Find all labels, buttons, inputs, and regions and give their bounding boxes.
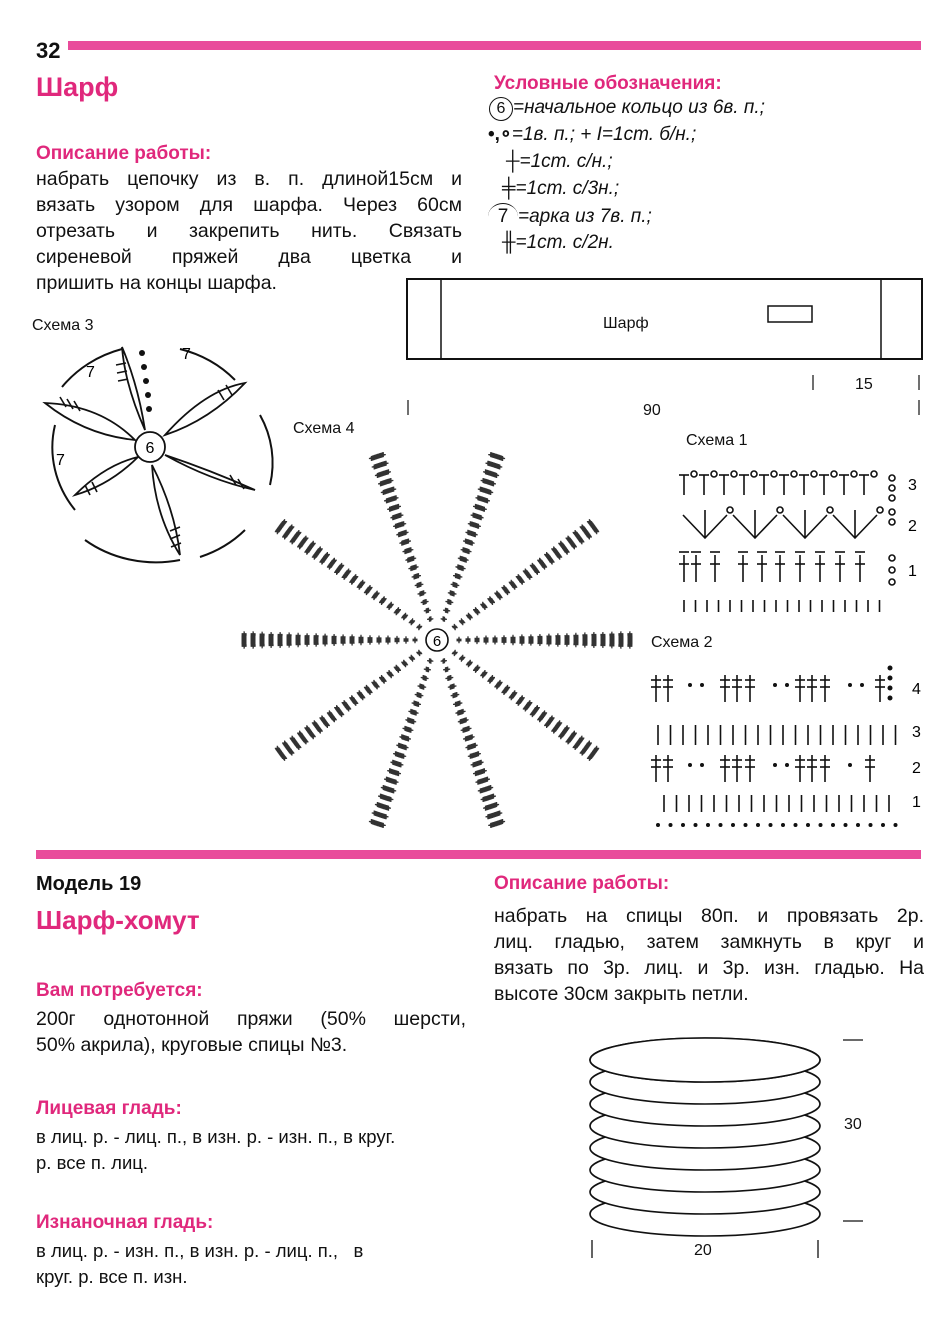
model-title: Шарф-хомут [36,905,200,935]
cowl-height-label: 30 [844,1116,862,1133]
arch-label: 7 [182,346,191,363]
stitch-mark [751,471,757,477]
stitch-mark [894,823,898,827]
stitch-mark [831,823,835,827]
cowl-diagram [575,1030,885,1270]
stitch-mark [656,823,660,827]
total-width-label: 90 [643,402,661,419]
stitch-mark [871,471,877,477]
stitch-mark [881,823,885,827]
cowl-top [590,1038,820,1082]
legend-item: ╫=1ст. с/2н. [502,232,614,253]
scarf-pocket [768,306,812,322]
stitch-mark [811,471,817,477]
scheme4-label: Схема 4 [293,420,355,437]
face-heading: Лицевая гладь: [36,1098,182,1119]
row-label: 3 [908,477,917,494]
stitch-mark [777,507,783,513]
stitch-mark [719,823,723,827]
row-label: 3 [912,724,921,741]
legend-item: •,∘=1в. п.; + I=1ст. б/н.; [488,124,697,145]
row-label: 1 [908,563,917,580]
legend-item: ┼=1ст. с/н.; [506,151,613,172]
model-desc-heading: Описание работы: [494,873,670,894]
row-label: 2 [908,518,917,535]
scheme1-diagram [670,460,930,625]
scheme2-diagram [640,660,930,835]
scheme3-label: Схема 3 [32,317,94,334]
cowl-width-label: 20 [694,1242,712,1259]
chain-symbol: •,∘ [488,124,512,145]
needs-text: 200г однотонной пряжи (50% шерсти, 50% акрила), круговые спицы №3. [36,1008,466,1056]
tr2-symbol: ╫ [502,232,516,253]
stitch-mark [727,507,733,513]
stitch-mark [791,471,797,477]
stitch-mark [731,471,737,477]
stitch-mark [756,823,760,827]
legend [486,95,926,257]
ring-symbol: 6 [489,97,513,121]
stitch-mark [744,823,748,827]
stitch-mark [827,507,833,513]
stitch-mark [733,510,777,538]
row-label: 4 [912,681,921,698]
model-label: Модель 19 [36,873,142,895]
stitch-mark [683,510,727,538]
stitch-mark [794,823,798,827]
legend-item: 7 =арка из 7в. п.; [486,203,926,230]
scheme2-label: Схема 2 [651,634,713,651]
end-width-label: 15 [855,376,873,393]
model-description: набрать на спицы 80п. и провязать 2р. лиц. гладью, затем замкнуть в круг и вязать по 3р. лиц. и 3р. изн. гладью. На высоте 30см закрыть петли. [494,905,924,1005]
section-divider [36,850,921,859]
scheme1-label: Схема 1 [686,432,748,449]
arch-label: 7 [56,452,65,469]
stitch-mark [869,823,873,827]
stitch-mark [833,510,877,538]
purl-heading: Изнаночная гладь: [36,1212,214,1233]
legend-item: ╪=1ст. с/3н.; [502,178,620,199]
stitch-mark [806,823,810,827]
needs-heading: Вам потребуется: [36,980,203,1001]
stitch-mark [844,823,848,827]
scheme4-center: 6 [432,633,442,650]
arch-label: 7 [86,364,95,381]
stitch-mark [691,471,697,477]
arch-symbol: 7 [488,203,518,230]
row-label: 1 [912,794,921,811]
page-number: 32 [36,38,61,63]
scarf-label: Шарф [603,315,649,332]
stitch-mark [831,471,837,477]
scarf-title: Шарф [36,72,119,102]
stitch-mark [711,471,717,477]
scheme4-motif [232,435,642,845]
stitch-mark [769,823,773,827]
stitch-mark [771,471,777,477]
dc-symbol: ┼ [506,151,520,172]
face-text: в лиц. р. - лиц. п., в изн. р. - изн. п., в круг. р. все п. лиц. [36,1126,396,1173]
row-label: 2 [912,760,921,777]
header-bar [68,41,921,50]
stitch-mark [877,507,883,513]
stitch-mark [851,471,857,477]
scarf-desc-heading: Описание работы: [36,143,212,164]
scarf-diagram [400,270,930,420]
stitch-mark [856,823,860,827]
tr3-symbol: ╪ [502,178,516,199]
stitch-mark [781,823,785,827]
purl-text: в лиц. р. - изн. п., в изн. р. - лиц. п., в круг. р. все п. изн. [36,1240,364,1287]
stitch-mark [731,823,735,827]
stitch-mark [669,823,673,827]
stitch-mark [681,823,685,827]
stitch-mark [783,510,827,538]
stitch-mark [694,823,698,827]
scheme3-center: 6 [145,440,155,457]
scarf-description: набрать цепочку из в. п. длиной15см и вязать узором для шарфа. Через 60см отрезать и закрепить нить. Связать сиреневой пряжей два цветка и пришить на концы шарфа. [36,168,462,294]
stitch-mark [819,823,823,827]
legend-heading: Условные обозначения: [494,73,722,94]
stitch-mark [706,823,710,827]
legend-item: 6 =начальное кольцо из 6в. п.; [486,95,926,122]
